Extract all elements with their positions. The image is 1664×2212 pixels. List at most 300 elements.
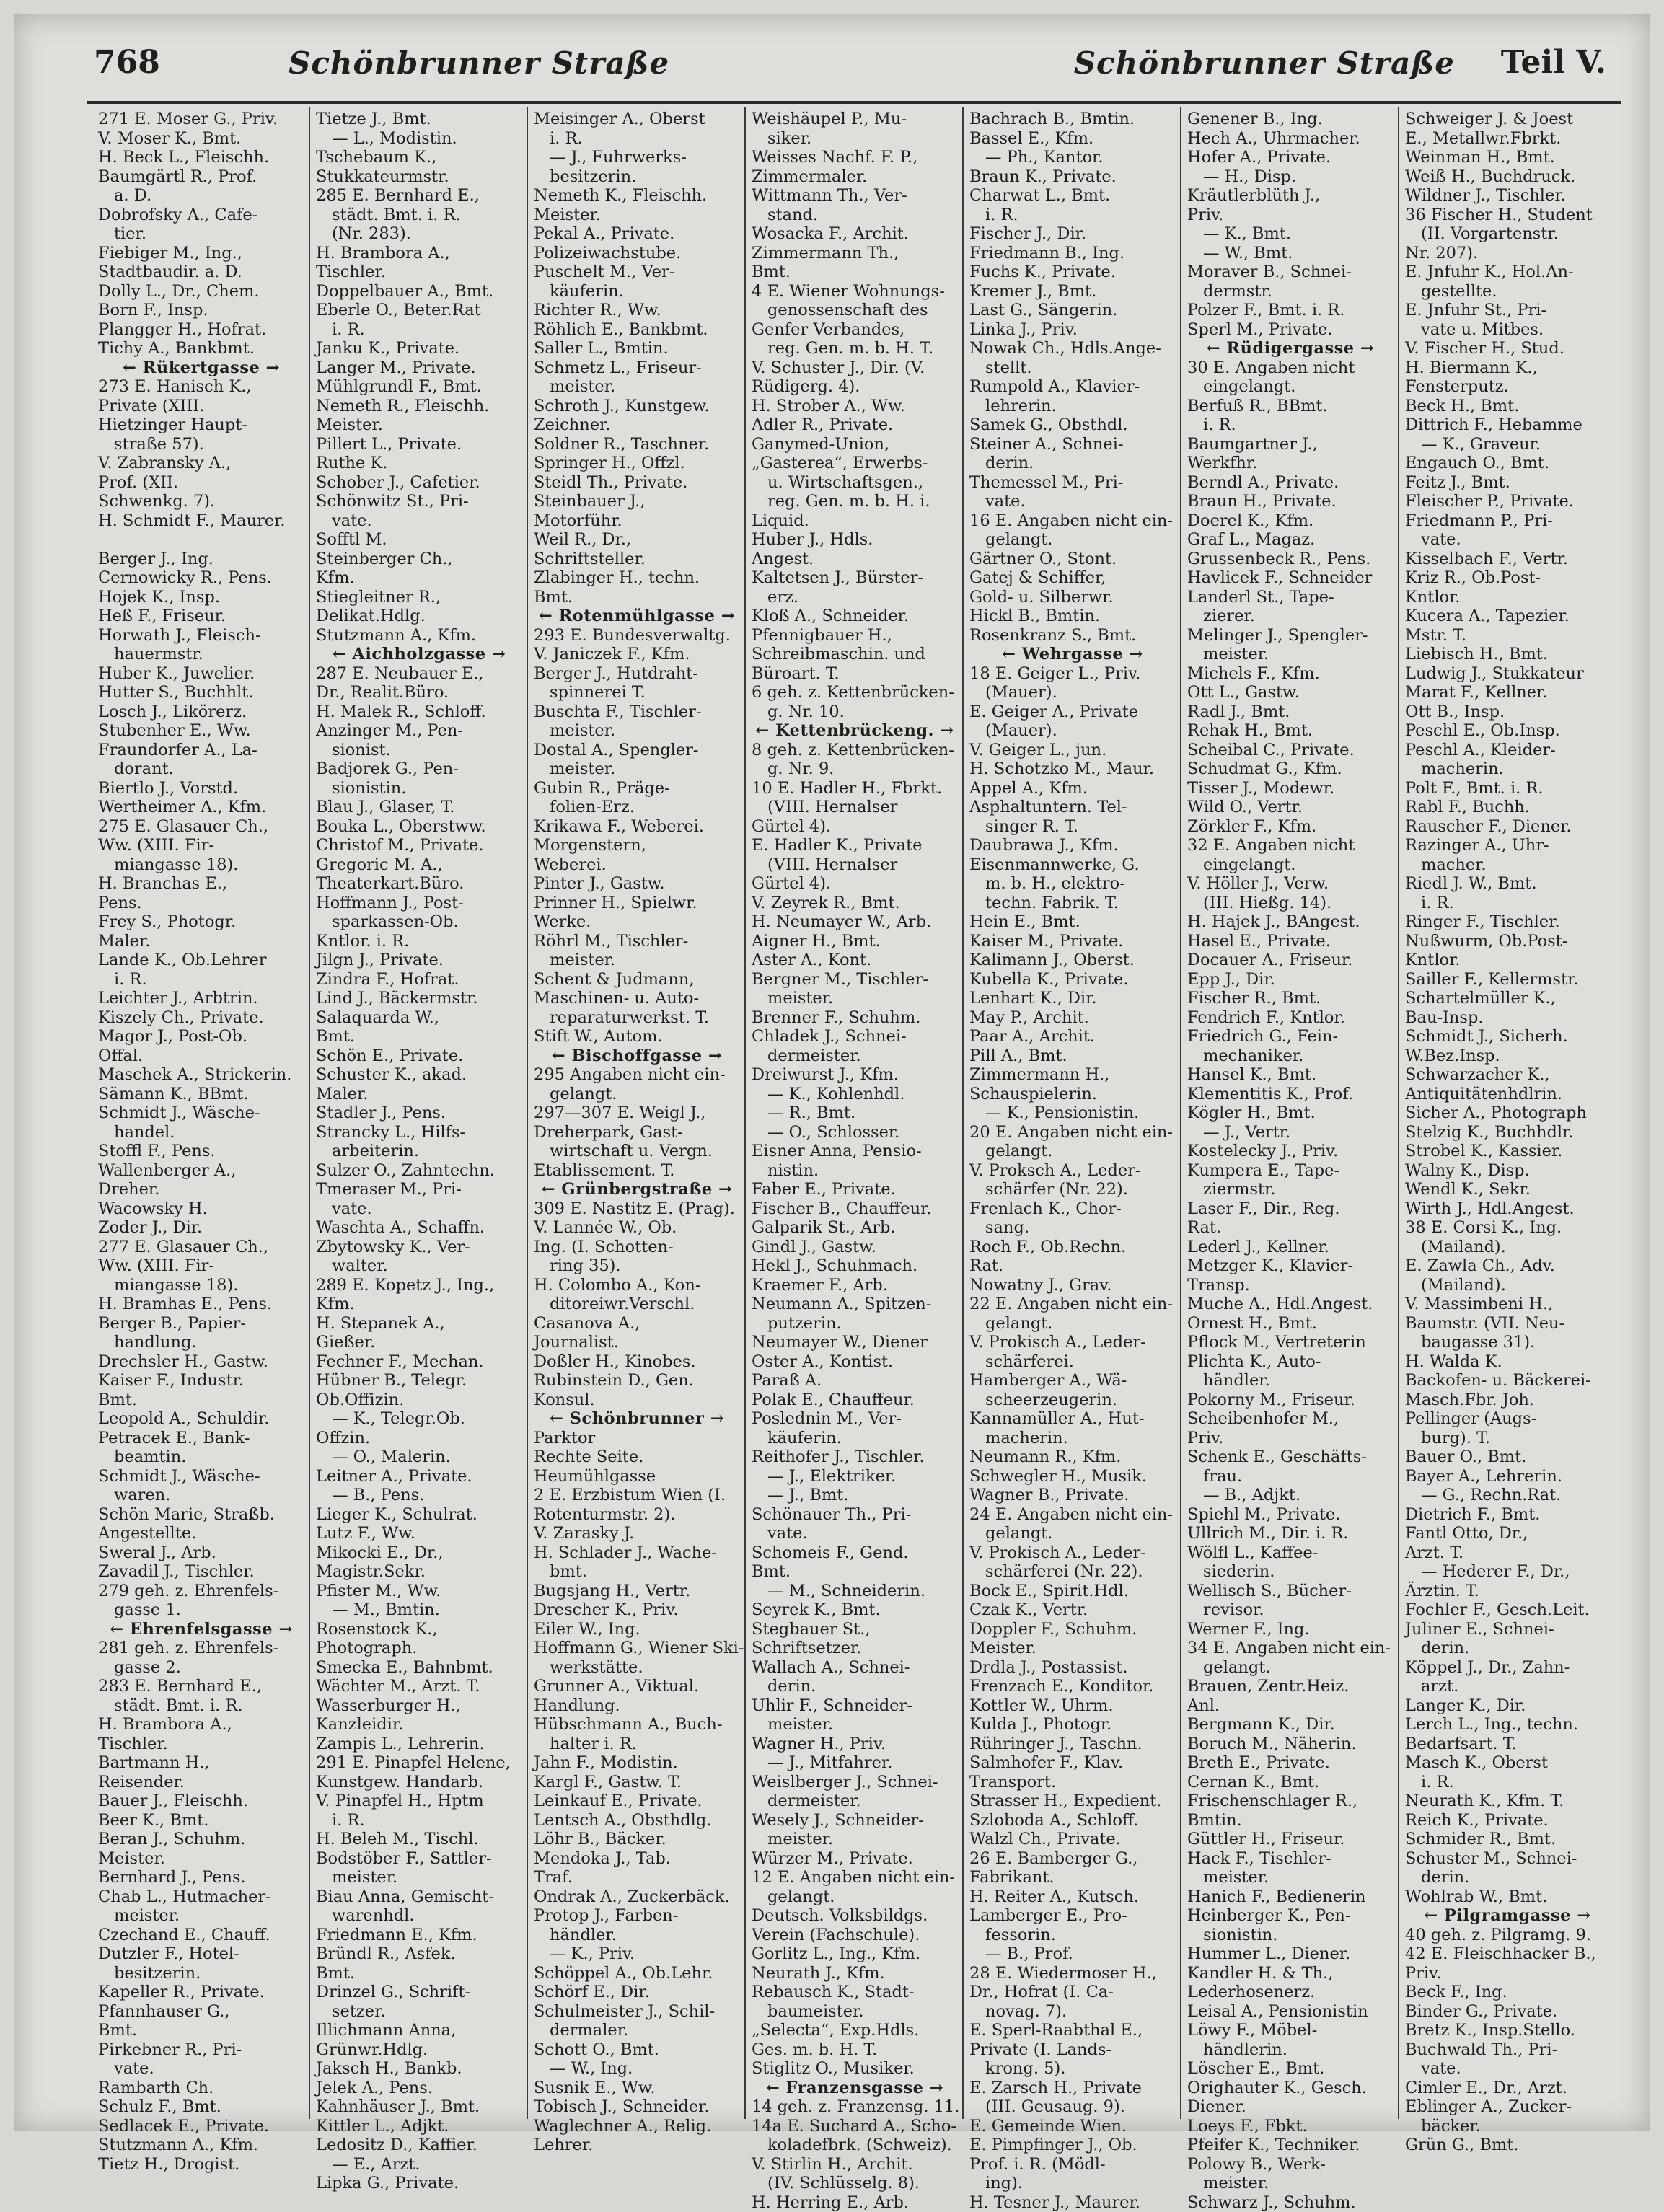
directory-entry: H. Schmidt F., Maurer.	[98, 511, 304, 531]
directory-entry: Leisal A., Pensionistin	[1187, 2002, 1394, 2022]
directory-entry: Kraemer F., Arb.	[752, 1276, 958, 1295]
directory-entry: Lutz F., Ww.	[316, 1524, 522, 1543]
directory-entry: Wild O., Vertr.	[1187, 798, 1394, 817]
directory-entry: V. Fischer H., Stud.	[1405, 339, 1610, 358]
directory-entry: 281 geh. z. Ehrenfels-	[98, 1639, 304, 1658]
directory-entry: Wacowsky H.	[98, 1199, 304, 1219]
directory-entry: Reisender.	[98, 1773, 304, 1792]
directory-entry: Chladek J., Schnei-	[752, 1027, 958, 1046]
directory-entry: Waschta A., Schaffn.	[316, 1218, 522, 1238]
directory-entry: V. Pinapfel H., Hptm	[316, 1792, 522, 1811]
directory-entry: wirtschaft u. Vergn.	[534, 1142, 740, 1161]
directory-entry: Eblinger A., Zucker-	[1405, 2097, 1610, 2117]
directory-entry: Metzger K., Klavier-	[1187, 1256, 1394, 1276]
directory-entry: werkstätte.	[534, 1658, 740, 1678]
directory-entry: 275 E. Glasauer Ch.,	[98, 817, 304, 837]
directory-entry: vate.	[316, 1199, 522, 1219]
directory-entry: Zbytowsky K., Ver-	[316, 1238, 522, 1257]
directory-entry: Weil R., Dr.,	[534, 530, 740, 550]
directory-entry: walter.	[316, 1256, 522, 1276]
directory-entry: Kulda J., Photogr.	[969, 1715, 1176, 1735]
directory-entry: Walny K., Disp.	[1405, 1161, 1610, 1181]
directory-entry: Szloboda A., Schloff.	[969, 1811, 1176, 1830]
directory-entry: Kremer J., Bmt.	[969, 282, 1176, 301]
directory-entry: — R., Bmt.	[752, 1103, 958, 1123]
directory-entry: — B., Prof.	[969, 1944, 1176, 1964]
directory-entry: Casanova A.,	[534, 1314, 740, 1334]
directory-entry: 42 E. Fleischhacker B.,	[1405, 1944, 1610, 1964]
directory-entry: Röhlich E., Bankbmt.	[534, 320, 740, 340]
directory-entry: Priv.	[1187, 1429, 1394, 1448]
directory-entry: — M., Bmtin.	[316, 1600, 522, 1620]
directory-entry: sparkassen-Ob.	[316, 912, 522, 932]
directory-entry: Eisenmannwerke, G.	[969, 855, 1176, 875]
directory-entry: Schwenkg. 7).	[98, 492, 304, 511]
directory-entry: Gatej & Schiffer,	[969, 568, 1176, 588]
directory-entry: Jaksch H., Bankb.	[316, 2059, 522, 2079]
directory-entry: Kalimann J., Oberst.	[969, 951, 1176, 970]
directory-entry: Susnik E., Ww.	[534, 2079, 740, 2098]
directory-entry: Dostal A., Spengler-	[534, 741, 740, 760]
directory-entry: 295 Angaben nicht ein-	[534, 1065, 740, 1085]
cross-street-heading: ← Rotenmühlgasse →	[534, 607, 740, 626]
directory-entry: Schomeis F., Gend.	[752, 1543, 958, 1563]
directory-entry: E. Jnfuhr St., Pri-	[1405, 301, 1610, 320]
directory-entry: Asphaltuntern. Tel-	[969, 798, 1176, 817]
cross-street-heading: ← Grünbergstraße →	[534, 1180, 740, 1199]
directory-entry: Peschl A., Kleider-	[1405, 741, 1610, 760]
directory-entry: Fochler F., Gesch.Leit.	[1405, 1600, 1610, 1620]
directory-entry: Dobrofsky A., Cafe-	[98, 206, 304, 225]
directory-entry: Fischer R., Bmt.	[1187, 989, 1394, 1008]
directory-entry: derin.	[752, 1677, 958, 1696]
directory-entry: Graf L., Magaz.	[1187, 530, 1394, 550]
directory-entry: Oster A., Kontist.	[752, 1352, 958, 1372]
directory-entry: Stadtbaudir. a. D.	[98, 263, 304, 282]
directory-entry: Riedl J. W., Bmt.	[1405, 874, 1610, 894]
directory-entry: i. R.	[316, 320, 522, 340]
directory-entry: Dittrich F., Hebamme	[1405, 415, 1610, 435]
directory-entry: Dietrich F., Bmt.	[1405, 1505, 1610, 1525]
directory-entry: 297—307 E. Weigl J.,	[534, 1103, 740, 1123]
directory-entry: 40 geh. z. Pilgramg. 9.	[1405, 1926, 1610, 1945]
directory-entry: derin.	[1405, 1639, 1610, 1658]
directory-entry: Offzin.	[316, 1429, 522, 1448]
directory-entry: 34 E. Angaben nicht ein-	[1187, 1639, 1394, 1658]
directory-entry: Frischenschlager R.,	[1187, 1792, 1394, 1811]
directory-entry: Scheibenhofer M.,	[1187, 1409, 1394, 1429]
directory-entry: Kriz R., Ob.Post-	[1405, 568, 1610, 588]
directory-entry: Meister.	[534, 206, 740, 225]
directory-entry: derin.	[1405, 1868, 1610, 1887]
directory-entry: Ruthe K.	[316, 454, 522, 473]
directory-entry: derin.	[969, 454, 1176, 473]
directory-entry: handlung.	[98, 1333, 304, 1352]
directory-entry: Illichmann Anna,	[316, 2021, 522, 2040]
directory-entry: miangasse 18).	[98, 1276, 304, 1295]
directory-entry: 30 E. Angaben nicht	[1187, 358, 1394, 378]
directory-entry: Ing. (I. Schotten-	[534, 1238, 740, 1257]
directory-entry: Zlabinger H., techn.	[534, 568, 740, 588]
directory-entry: Grunner A., Viktual.	[534, 1677, 740, 1696]
directory-entry: Hamberger A., Wä-	[969, 1371, 1176, 1391]
directory-entry: V. Zarasky J.	[534, 1524, 740, 1543]
directory-entry: Scheibal C., Private.	[1187, 741, 1394, 760]
directory-entry: Soldner R., Taschner.	[534, 435, 740, 454]
directory-entry: (Mauer).	[969, 721, 1176, 741]
directory-entry: Schönauer Th., Pri-	[752, 1505, 958, 1525]
directory-entry: Landerl St., Tape-	[1187, 588, 1394, 607]
directory-entry: bäcker.	[1405, 2117, 1610, 2136]
directory-entry: Dr., Realit.Büro.	[316, 683, 522, 702]
directory-entry: Appel A., Kfm.	[969, 779, 1176, 798]
directory-entry: Genfer Verbandes,	[752, 320, 958, 340]
directory-entry: Lederhosenerz.	[1187, 1983, 1394, 2002]
directory-entry: ing).	[969, 2174, 1176, 2193]
directory-entry: meister.	[752, 1830, 958, 1849]
directory-entry: Dreherpark, Gast-	[534, 1123, 740, 1142]
directory-entry: Private (XIII.	[98, 397, 304, 416]
directory-entry: Theaterkart.Büro.	[316, 874, 522, 894]
directory-entry: baumeister.	[752, 2002, 958, 2022]
directory-entry: Polowy B., Werk-	[1187, 2155, 1394, 2174]
directory-entry: Genener B., Ing.	[1187, 110, 1394, 129]
directory-entry: E. Sperl-Raabthal E.,	[969, 2021, 1176, 2040]
directory-entry: Eiler W., Ing.	[534, 1620, 740, 1639]
directory-entry: Friedrich G., Fein-	[1187, 1027, 1394, 1046]
directory-entry: Hojek K., Insp.	[98, 588, 304, 607]
directory-entry: Zimmermaler.	[752, 167, 958, 187]
directory-entry: erz.	[752, 588, 958, 607]
directory-entry: Biau Anna, Gemischt-	[316, 1887, 522, 1907]
directory-entry: vate.	[1405, 530, 1610, 550]
directory-entry: Chab L., Hutmacher-	[98, 1887, 304, 1907]
directory-entry: Buschta F., Tischler-	[534, 702, 740, 722]
directory-entry: Lind J., Bäckermstr.	[316, 989, 522, 1008]
directory-entry: Wellisch S., Bücher-	[1187, 1582, 1394, 1601]
directory-entry: Grussenbeck R., Pens.	[1187, 550, 1394, 569]
directory-entry: Morgenstern,	[534, 836, 740, 855]
directory-entry: Schweiger J. & Joest	[1405, 110, 1610, 129]
directory-entry: Daubrawa J., Kfm.	[969, 836, 1176, 855]
directory-entry: Schön Marie, Straßb.	[98, 1505, 304, 1525]
directory-entry: vate.	[969, 492, 1176, 511]
directory-entry: gasse 2.	[98, 1658, 304, 1678]
directory-entry: H. Neumayer W., Arb.	[752, 912, 958, 932]
directory-entry: Biertlo J., Vorstd.	[98, 779, 304, 798]
directory-entry: 291 E. Pinapfel Helene,	[316, 1753, 522, 1773]
directory-entry: käuferin.	[752, 1429, 958, 1448]
directory-entry: Masch.Fbr. Joh.	[1405, 1391, 1610, 1410]
directory-entry: Last G., Sängerin.	[969, 301, 1176, 320]
directory-entry: 277 E. Glasauer Ch.,	[98, 1238, 304, 1257]
directory-entry: — J., Bmt.	[752, 1486, 958, 1505]
directory-entry: Sedlacek E., Private.	[98, 2117, 304, 2136]
directory-entry: Liquid.	[752, 511, 958, 531]
directory-entry: Mendoka J., Tab.	[534, 1849, 740, 1869]
directory-entry: Wertheimer A., Kfm.	[98, 798, 304, 817]
directory-entry: Rumpold A., Klavier-	[969, 377, 1176, 397]
column-5	[962, 107, 1180, 2119]
directory-entry: Lerch L., Ing., techn.	[1405, 1715, 1610, 1735]
directory-entry: Braun H., Private.	[1187, 492, 1394, 511]
directory-entry: Zörkler F., Kfm.	[1187, 817, 1394, 837]
directory-entry: Czak K., Vertr.	[969, 1600, 1176, 1620]
directory-entry: Muche A., Hdl.Angest.	[1187, 1295, 1394, 1314]
directory-entry: Drdla J., Postassist.	[969, 1658, 1176, 1678]
directory-entry: Nowak Ch., Hdls.Ange-	[969, 339, 1176, 358]
directory-entry: Wohlrab W., Bmt.	[1405, 1887, 1610, 1907]
directory-entry: meister.	[534, 721, 740, 741]
directory-entry: Ganymed-Union,	[752, 435, 958, 454]
directory-entry: Dutzler F., Hotel-	[98, 1944, 304, 1964]
directory-entry: Hech A., Uhrmacher.	[1187, 129, 1394, 149]
directory-entry: H. Malek R., Schloff.	[316, 702, 522, 722]
directory-entry: Lentsch A., Obsthdlg.	[534, 1811, 740, 1830]
directory-entry: Gürtel 4).	[752, 874, 958, 894]
directory-entry: „Gasterea“, Erwerbs-	[752, 454, 958, 473]
directory-entry: schärfer (Nr. 22).	[969, 1180, 1176, 1199]
directory-entry: Sofftl M.	[316, 530, 522, 550]
directory-entry: Czechand E., Chauff.	[98, 1926, 304, 1945]
directory-entry: u. Wirtschaftsgen.,	[752, 473, 958, 493]
directory-entry: 18 E. Geiger L., Priv.	[969, 664, 1176, 684]
directory-entry: Verein (Fachschule).	[752, 1926, 958, 1945]
directory-entry: eingelangt.	[1187, 855, 1394, 875]
directory-entry: Prof. i. R. (Mödl-	[969, 2155, 1176, 2174]
directory-entry: — K., Pensionistin.	[969, 1103, 1176, 1123]
directory-entry: gelangt.	[752, 1887, 958, 1907]
directory-entry: Pflock M., Vertreterin	[1187, 1333, 1394, 1352]
directory-entry: Rehak H., Bmt.	[1187, 721, 1394, 741]
directory-entry: Badjorek G., Pen-	[316, 759, 522, 779]
directory-entry: Bmt.	[534, 588, 740, 607]
directory-entry: Wirth J., Hdl.Angest.	[1405, 1199, 1610, 1219]
directory-entry: Köppel J., Dr., Zahn-	[1405, 1658, 1610, 1678]
directory-entry: Springer H., Offzl.	[534, 454, 740, 473]
directory-entry: händler.	[1187, 1371, 1394, 1391]
directory-entry: Zoder J., Dir.	[98, 1218, 304, 1238]
directory-entry: Epp J., Dir.	[1187, 970, 1394, 990]
directory-entry: halter i. R.	[534, 1735, 740, 1754]
directory-entry: Rat.	[1187, 1218, 1394, 1238]
directory-entry: Hickl B., Bmtin.	[969, 607, 1176, 626]
directory-entry: Büroart. T.	[752, 664, 958, 684]
running-title-left: Schönbrunner Straße	[289, 45, 669, 81]
directory-entry: — J., Elektriker.	[752, 1467, 958, 1486]
directory-entry: Poslednin M., Ver-	[752, 1409, 958, 1429]
directory-entry: Rat.	[969, 1256, 1176, 1276]
directory-entry: Friedmann E., Kfm.	[316, 1926, 522, 1945]
directory-entry: sionistin.	[316, 779, 522, 798]
directory-entry: meister.	[752, 1715, 958, 1735]
directory-entry: tier.	[98, 224, 304, 244]
directory-entry: Krikawa F., Weberei.	[534, 817, 740, 837]
directory-entry: Ärztin. T.	[1405, 1582, 1610, 1601]
directory-entry: Gubin R., Präge-	[534, 779, 740, 798]
directory-entry: 2 E. Erzbistum Wien (I.	[534, 1486, 740, 1505]
directory-entry: Eisner Anna, Pensio-	[752, 1142, 958, 1161]
directory-entry: vate.	[1405, 2059, 1610, 2079]
directory-entry: Dolly L., Dr., Chem.	[98, 282, 304, 301]
directory-entry: Buchwald Th., Pri-	[1405, 2040, 1610, 2060]
directory-entry: 273 E. Hanisch K.,	[98, 377, 304, 397]
directory-entry: Klementitis K., Prof.	[1187, 1085, 1394, 1104]
directory-entry: Stoffl F., Pens.	[98, 1142, 304, 1161]
directory-entry: Maler.	[316, 1085, 522, 1104]
directory-entry: Juliner E., Schnei-	[1405, 1620, 1610, 1639]
directory-entry: Fendrich F., Kntlor.	[1187, 1008, 1394, 1028]
directory-entry: Kucera A., Tapezier.	[1405, 607, 1610, 626]
directory-entry: Hummer L., Diener.	[1187, 1944, 1394, 1964]
directory-entry: — J., Mitfahrer.	[752, 1753, 958, 1773]
directory-entry: Röhrl M., Tischler-	[534, 932, 740, 951]
directory-entry: H. Bramhas E., Pens.	[98, 1295, 304, 1314]
directory-entry: Gießer.	[316, 1333, 522, 1352]
directory-entry: städt. Bmt. i. R.	[316, 206, 522, 225]
cross-street-heading: ← Kettenbrückeng. →	[752, 721, 958, 741]
column-2	[309, 107, 527, 2119]
directory-entry: Kannamüller A., Hut-	[969, 1409, 1176, 1429]
directory-entry: Schreibmaschin. und	[752, 645, 958, 664]
directory-entry: Schulmeister J., Schil-	[534, 2002, 740, 2022]
directory-entry: gestellte.	[1405, 282, 1610, 301]
directory-entry: arzt.	[1405, 1677, 1610, 1696]
directory-entry: Peschl E., Ob.Insp.	[1405, 721, 1610, 741]
directory-entry: Mikocki E., Dr.,	[316, 1543, 522, 1563]
directory-entry: Schuster M., Schnei-	[1405, 1849, 1610, 1869]
directory-entry: novag. 7).	[969, 2002, 1176, 2022]
directory-entry: Docauer A., Friseur.	[1187, 951, 1394, 970]
directory-entry: Pinter J., Gastw.	[534, 874, 740, 894]
directory-entry: H. Strober A., Ww.	[752, 397, 958, 416]
directory-entry: i. R.	[316, 1811, 522, 1830]
directory-entry: Werner F., Ing.	[1187, 1620, 1394, 1639]
directory-entry: folien-Erz.	[534, 798, 740, 817]
directory-entry: gelangt.	[969, 1524, 1176, 1543]
directory-entry: Tichy A., Bankbmt.	[98, 339, 304, 358]
directory-entry: 24 E. Angaben nicht ein-	[969, 1505, 1176, 1525]
directory-entry: Bock E., Spirit.Hdl.	[969, 1582, 1176, 1601]
directory-entry: Paar A., Archit.	[969, 1027, 1176, 1046]
directory-entry: Saller L., Bmtin.	[534, 339, 740, 358]
directory-entry: — B., Pens.	[316, 1486, 522, 1505]
directory-entry: Wendl K., Sekr.	[1405, 1180, 1610, 1199]
directory-entry: Gorlitz L., Ing., Kfm.	[752, 1944, 958, 1964]
directory-entry: V. Prokisch A., Leder-	[969, 1543, 1176, 1563]
directory-entry: Maler.	[98, 932, 304, 951]
directory-entry: V. Proksch A., Leder-	[969, 1161, 1176, 1181]
directory-entry: Lipka G., Private.	[316, 2174, 522, 2193]
directory-entry: Fraundorfer A., La-	[98, 741, 304, 760]
directory-entry: Werkfhr.	[1187, 454, 1394, 473]
directory-entry: meister.	[534, 951, 740, 970]
directory-entry: Hekl J., Schuhmach.	[752, 1256, 958, 1276]
column-3	[527, 107, 744, 2119]
directory-entry: E. Pimpfinger J., Ob.	[969, 2136, 1176, 2155]
directory-entry: Steinbauer J.,	[534, 492, 740, 511]
directory-entry: — L., Modistin.	[316, 129, 522, 149]
directory-entry: Neurath K., Kfm. T.	[1405, 1792, 1610, 1811]
directory-entry: Magor J., Post-Ob.	[98, 1027, 304, 1046]
directory-entry: Schott O., Bmt.	[534, 2040, 740, 2060]
directory-entry: besitzerin.	[98, 1964, 304, 1983]
directory-entry: meister.	[98, 1906, 304, 1926]
directory-entry: Loeys F., Fbkt.	[1187, 2117, 1394, 2136]
directory-entry: i. R.	[1187, 415, 1394, 435]
directory-entry: Prof. (XII.	[98, 473, 304, 493]
directory-entry: Bassel E., Kfm.	[969, 129, 1176, 149]
directory-entry: Blau J., Glaser, T.	[316, 798, 522, 817]
directory-entry: Lamberger E., Pro-	[969, 1906, 1176, 1926]
directory-entry: Weisses Nachf. F. P.,	[752, 148, 958, 167]
directory-entry: May P., Archit.	[969, 1008, 1176, 1028]
directory-entry: Ledositz D., Kaffier.	[316, 2136, 522, 2155]
directory-entry: Angestellte.	[98, 1524, 304, 1543]
directory-entry: Fuchs K., Private.	[969, 263, 1176, 282]
directory-entry: siederin.	[1187, 1562, 1394, 1582]
directory-entry: Gregoric M. A.,	[316, 855, 522, 875]
directory-entry: i. R.	[534, 129, 740, 149]
directory-entry: Hietzinger Haupt-	[98, 415, 304, 435]
directory-entry: Janku K., Private.	[316, 339, 522, 358]
directory-entry: Schauspielerin.	[969, 1085, 1176, 1104]
directory-entry: Bergner M., Tischler-	[752, 970, 958, 990]
directory-entry: Neurath J., Kfm.	[752, 1964, 958, 1983]
directory-entry: Wallach A., Schnei-	[752, 1658, 958, 1678]
directory-entry: Galparik St., Arb.	[752, 1218, 958, 1238]
directory-entry: Faber E., Private.	[752, 1180, 958, 1199]
directory-entry: Engauch O., Bmt.	[1405, 454, 1610, 473]
directory-entry: Samek G., Obsthdl.	[969, 415, 1176, 435]
directory-entry: Pfister M., Ww.	[316, 1582, 522, 1601]
directory-entry: Rebausch K., Stadt-	[752, 1983, 958, 2002]
directory-entry: 293 E. Bundesverwaltg.	[534, 626, 740, 645]
directory-entry: Grünwr.Hdlg.	[316, 2040, 522, 2060]
directory-entry: Anl.	[1187, 1696, 1394, 1716]
directory-entry: händlerin.	[1187, 2040, 1394, 2060]
directory-entry: Fabrikant.	[969, 1868, 1176, 1887]
directory-entry: a. D.	[98, 186, 304, 206]
directory-entry: Handlung.	[534, 1696, 740, 1716]
directory-entry: stand.	[752, 206, 958, 225]
page-header	[94, 40, 1606, 94]
directory-entry: Gold- u. Silberwr.	[969, 588, 1176, 607]
directory-entry: Jahn F., Modistin.	[534, 1753, 740, 1773]
directory-entry: 38 E. Corsi K., Ing.	[1405, 1218, 1610, 1238]
directory-entry: Bretz K., Insp.Stello.	[1405, 2021, 1610, 2040]
directory-entry: Anzinger M., Pen-	[316, 721, 522, 741]
directory-entry: Weinman H., Bmt.	[1405, 148, 1610, 167]
directory-entry: (III. Hießg. 14).	[1187, 894, 1394, 913]
directory-entry: dermeister.	[752, 1046, 958, 1066]
directory-entry: Huber J., Hdls.	[752, 530, 958, 550]
directory-entry: Lieger K., Schulrat.	[316, 1505, 522, 1525]
directory-entry: Schartelmüller K.,	[1405, 989, 1610, 1008]
directory-entry: Baumgartner J.,	[1187, 435, 1394, 454]
directory-entry: 20 E. Angaben nicht ein-	[969, 1123, 1176, 1142]
directory-entry: Protop J., Farben-	[534, 1906, 740, 1926]
directory-entry: Fischer J., Dir.	[969, 224, 1176, 244]
directory-entry: Pirkebner R., Pri-	[98, 2040, 304, 2060]
directory-entry: Friedmann B., Ing.	[969, 244, 1176, 263]
directory-entry: Frenlach K., Chor-	[969, 1199, 1176, 1219]
directory-entry: Nr. 207).	[1405, 244, 1610, 263]
directory-entry: V. Höller J., Verw.	[1187, 874, 1394, 894]
cross-street-heading: ← Ehrenfelsgasse →	[98, 1620, 304, 1639]
directory-entry: Fantl Otto, Dr.,	[1405, 1524, 1610, 1543]
directory-entry: koladefbrk. (Schweiz).	[752, 2136, 958, 2155]
